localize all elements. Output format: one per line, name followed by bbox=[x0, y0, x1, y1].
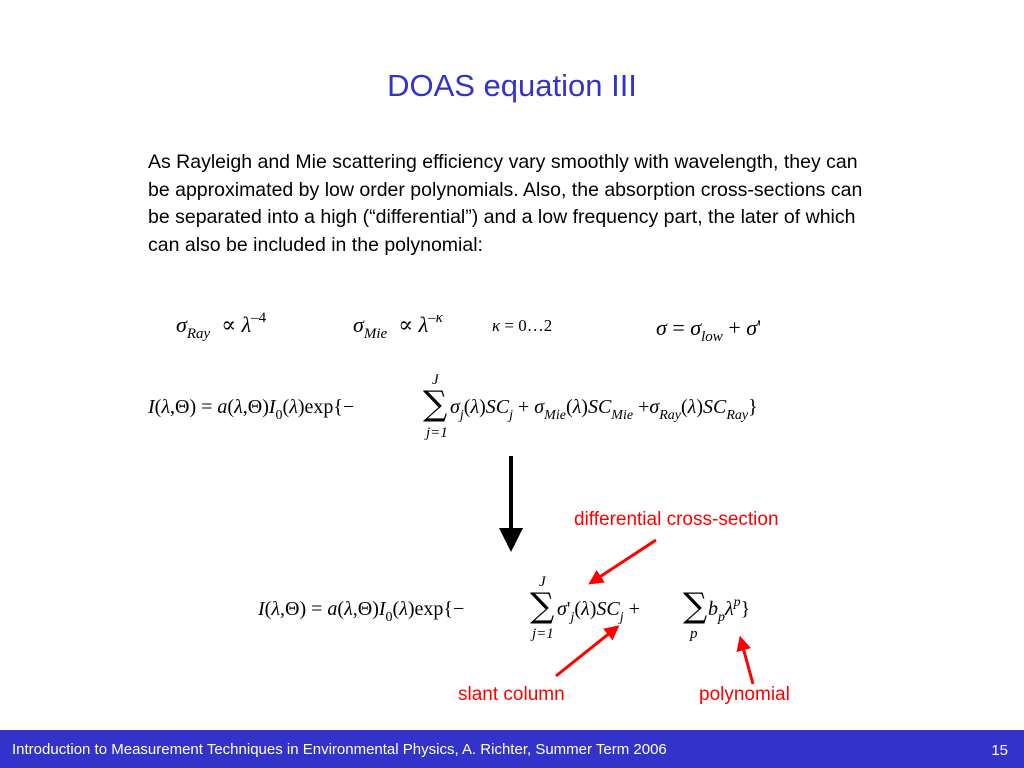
arrow-polynomial bbox=[741, 640, 753, 684]
sum-symbol-eq1: ∑ bbox=[423, 384, 448, 424]
sum-symbol-eq2a: ∑ bbox=[530, 586, 555, 626]
sum-symbol-eq2b: ∑ bbox=[683, 586, 708, 626]
sum-upper-eq1: J bbox=[432, 372, 439, 388]
sum-lower-eq1: j=1 bbox=[426, 425, 448, 441]
label-polynomial: polynomial bbox=[699, 684, 790, 705]
footer-bar bbox=[0, 730, 1024, 768]
slide-title: DOAS equation III bbox=[387, 68, 637, 103]
formula-sigma-split: $\sigma = \sigma_{low} + \sigma'$ bbox=[656, 315, 762, 345]
label-differential-cross-section: differential cross-section bbox=[574, 509, 779, 530]
label-slant-column: slant column bbox=[458, 684, 565, 705]
equation-full-right: $\sigma_j(\lambda)SC_j + \sigma_{Mie}(\lambda)SC_{Mie} +\sigma_{Ray}(\lambda)SC_{Ray}$} bbox=[450, 396, 758, 423]
formula-mie: $\sigma_{Mie} \propto \lambda^{-\kappa}$ bbox=[353, 310, 443, 342]
formula-kappa-range: κ = 0…2 bbox=[492, 316, 553, 335]
sum-lower-eq2b: p bbox=[690, 626, 698, 642]
arrow-differential bbox=[592, 540, 656, 582]
formula-rayleigh: $\sigma_{Ray} \propto \lambda^{-4}$ bbox=[176, 310, 267, 342]
sum-lower-eq2a: j=1 bbox=[532, 626, 554, 642]
equation-reduced-middle: $\sigma'_j(\lambda)SC_j$ + bbox=[557, 598, 640, 625]
page-number: 15 bbox=[991, 742, 1008, 759]
equation-reduced-right: $b_p\lambda^p$} bbox=[708, 595, 751, 625]
equation-full-left: $I(\lambda,\Theta) = a(\lambda,\Theta)I_0(\lambda)\exp\{-$ bbox=[148, 396, 355, 423]
body-paragraph: As Rayleigh and Mie scattering efficiency vary smoothly with wavelength, they can be approximated by low order polynomials. Also, the absorption cross-sections can be separated into a high (“differential”) and a low frequency part, the later of which can also be included in the polynomial: bbox=[148, 151, 863, 256]
arrow-slant bbox=[556, 628, 616, 676]
footer-text: Introduction to Measurement Techniques in Environmental Physics, A. Richter, Summer Term 2006 bbox=[12, 741, 667, 758]
equation-reduced-left: $I(\lambda,\Theta) = a(\lambda,\Theta)I_0(\lambda)\exp\{-$ bbox=[258, 598, 465, 625]
sum-upper-eq2a: J bbox=[539, 574, 546, 590]
